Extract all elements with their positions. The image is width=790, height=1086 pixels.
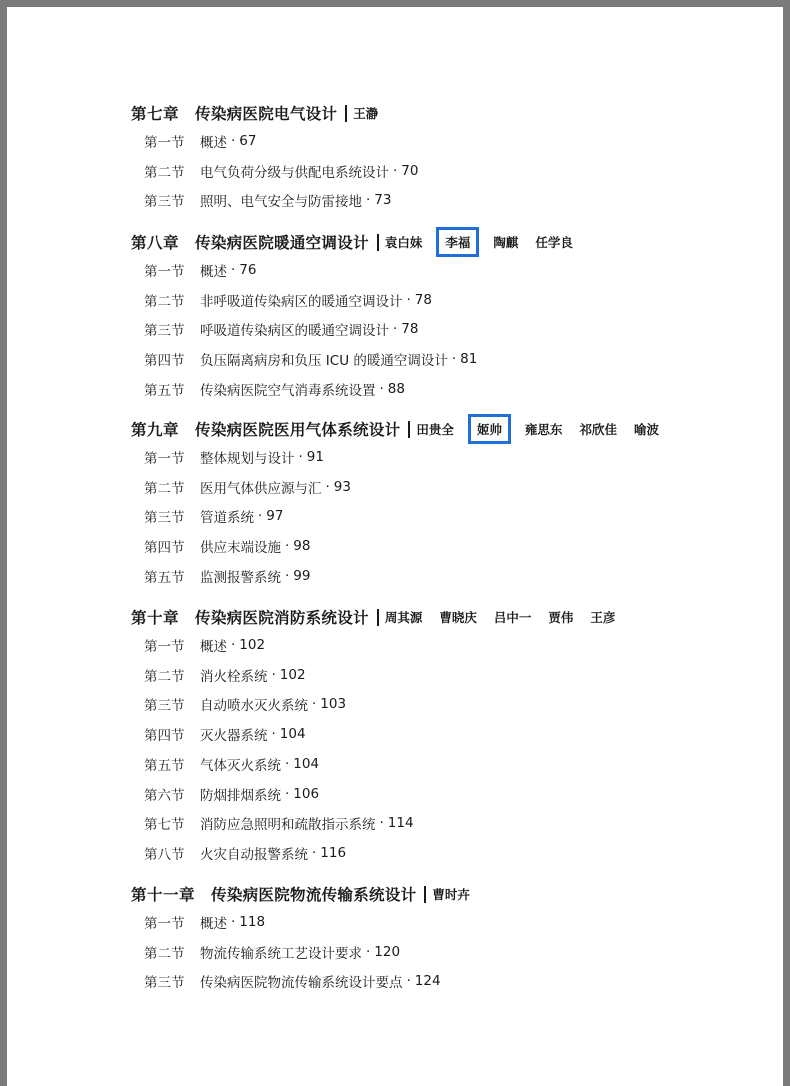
page-separator-dot: · [379, 380, 384, 397]
section-page-number: 102 [239, 637, 266, 653]
section-title: 照明、电气安全与防雷接地 [200, 194, 362, 211]
section-entry [144, 536, 310, 556]
page-separator-dot: · [231, 262, 236, 278]
author-name: 雍思东 [524, 422, 563, 437]
chapter-title: 传染病医院电气设计 [195, 105, 338, 123]
page-separator-dot: · [231, 914, 236, 930]
section-page-number: 97 [266, 508, 284, 525]
section-number: 第六节 [144, 787, 185, 804]
section-number: 第七节 [144, 817, 185, 834]
section-page-number: 78 [414, 291, 432, 308]
author-name: 任学良 [535, 235, 573, 250]
section-number: 第三节 [144, 698, 185, 715]
author-name: 曹时卉 [432, 887, 470, 902]
page-separator-dot: · [312, 844, 317, 861]
section-title: 消防应急照明和疏散指示系统 [200, 817, 376, 834]
section-number: 第三节 [144, 194, 185, 211]
section-number: 第二节 [144, 480, 185, 497]
author-name: 周其源 [384, 610, 423, 625]
section-page-number: 67 [239, 133, 257, 149]
section-title: 概述 [200, 264, 227, 280]
author-separator-bar [345, 105, 347, 122]
section-page-number: 102 [279, 666, 306, 683]
page-separator-dot: · [231, 133, 236, 149]
page-separator-dot: · [325, 478, 330, 495]
section-entry [144, 912, 265, 932]
section-title: 负压隔离病房和负压 ICU 的暖通空调设计 [200, 353, 448, 370]
section-number: 第一节 [144, 639, 185, 655]
page-separator-dot: · [393, 162, 398, 179]
document-page [7, 7, 783, 1086]
section-entry [144, 843, 346, 863]
section-number: 第五节 [144, 382, 185, 399]
author-separator-bar [408, 421, 410, 438]
section-page-number: 91 [306, 449, 324, 465]
section-page-number: 106 [293, 785, 320, 802]
chapter-title: 传染病医院暖通空调设计 [195, 234, 369, 252]
section-page-number: 116 [320, 844, 347, 861]
chapter-title: 传染病医院医用气体系统设计 [195, 421, 401, 439]
section-entry [144, 784, 319, 804]
page-separator-dot: · [406, 291, 411, 308]
section-title: 物流传输系统工艺设计要求 [200, 945, 362, 962]
author-name: 贾伟 [548, 610, 574, 625]
page-separator-dot: · [298, 449, 303, 465]
section-page-number: 104 [293, 755, 320, 772]
author-name: 吕中一 [493, 610, 532, 625]
section-number: 第五节 [144, 757, 185, 774]
section-number: 第三节 [144, 323, 185, 340]
section-page-number: 103 [320, 696, 347, 713]
section-title: 防烟排烟系统 [200, 787, 281, 804]
section-title: 传染病医院空气消毒系统设置 [200, 382, 376, 399]
section-title: 监测报警系统 [200, 569, 281, 586]
section-entry [144, 506, 283, 526]
section-page-number: 118 [239, 914, 266, 930]
chapter-number: 第七章 [131, 105, 180, 123]
page-separator-dot: · [366, 192, 371, 209]
section-page-number: 120 [374, 943, 401, 960]
section-title: 概述 [200, 639, 227, 655]
section-number: 第三节 [144, 975, 185, 992]
section-entry [144, 161, 418, 181]
section-number: 第一节 [144, 264, 185, 280]
section-entry [144, 290, 432, 310]
section-entry [144, 190, 391, 210]
chapter-heading [131, 230, 588, 254]
section-number: 第一节 [144, 135, 185, 151]
section-number: 第一节 [144, 916, 185, 932]
page-separator-dot: · [231, 637, 236, 653]
section-title: 管道系统 [200, 510, 254, 527]
page-separator-dot: · [285, 538, 290, 555]
chapter-number: 第九章 [131, 421, 180, 439]
section-entry [144, 724, 306, 744]
page-separator-dot: · [406, 973, 411, 990]
section-title: 非呼吸道传染病区的暖通空调设计 [200, 293, 403, 310]
section-page-number: 78 [401, 321, 419, 338]
section-number: 第二节 [144, 293, 185, 310]
section-entry [144, 971, 441, 991]
section-title: 气体灭火系统 [200, 757, 281, 774]
chapter-title: 传染病医院消防系统设计 [195, 609, 369, 627]
section-title: 整体规划与设计 [200, 451, 295, 467]
section-page-number: 99 [293, 567, 311, 584]
section-page-number: 73 [374, 192, 392, 209]
section-page-number: 98 [293, 538, 311, 555]
author-name: 陶麒 [493, 235, 519, 250]
section-entry [144, 477, 351, 497]
section-title: 灭火器系统 [200, 728, 268, 745]
author-separator-bar [377, 234, 379, 251]
section-number: 第二节 [144, 945, 185, 962]
section-title: 传染病医院物流传输系统设计要点 [200, 975, 403, 992]
chapter-number: 第十一章 [131, 886, 196, 904]
page-separator-dot: · [366, 943, 371, 960]
section-number: 第八节 [144, 846, 185, 863]
section-title: 呼吸道传染病区的暖通空调设计 [200, 323, 389, 340]
section-number: 第三节 [144, 510, 185, 527]
author-name: 田贵全 [416, 422, 454, 437]
page-separator-dot: · [285, 567, 290, 584]
page-separator-dot: · [271, 726, 276, 743]
chapter-title: 传染病医院物流传输系统设计 [211, 886, 417, 904]
section-number: 第五节 [144, 569, 185, 586]
section-number: 第四节 [144, 353, 185, 370]
section-entry [144, 319, 418, 339]
section-title: 概述 [200, 916, 227, 932]
section-title: 供应末端设施 [200, 540, 281, 557]
section-page-number: 114 [387, 815, 414, 832]
author-name: 曹晓庆 [439, 610, 477, 625]
author-name: 喻波 [633, 422, 659, 437]
section-entry [144, 349, 477, 369]
author-separator-bar [424, 886, 426, 903]
page-separator-dot: · [379, 815, 384, 832]
section-title: 概述 [200, 135, 227, 151]
section-number: 第一节 [144, 451, 185, 467]
section-title: 火灾自动报警系统 [200, 846, 308, 863]
chapter-heading [131, 417, 674, 441]
page-separator-dot: · [285, 755, 290, 772]
section-entry [144, 566, 310, 586]
section-page-number: 76 [239, 262, 257, 278]
chapter-heading [131, 605, 630, 629]
chapter-number: 第八章 [131, 234, 180, 252]
chapter-heading [131, 882, 485, 906]
section-entry [144, 813, 414, 833]
section-entry [144, 665, 306, 685]
section-page-number: 70 [401, 162, 419, 179]
section-page-number: 93 [333, 478, 351, 495]
author-name: 袁白妹 [384, 235, 423, 250]
section-title: 医用气体供应源与汇 [200, 480, 322, 497]
section-page-number: 104 [279, 726, 306, 743]
section-title: 消火栓系统 [200, 668, 268, 685]
page-separator-dot: · [451, 351, 457, 368]
highlighted-author: 姬帅 [473, 419, 506, 439]
page-separator-dot: · [393, 321, 398, 338]
section-title: 电气负荷分级与供配电系统设计 [200, 164, 389, 181]
author-separator-bar [377, 609, 379, 626]
author-name: 王瀞 [353, 106, 379, 121]
section-number: 第二节 [144, 164, 185, 181]
page-separator-dot: · [258, 508, 263, 525]
chapter-number: 第十章 [131, 609, 180, 627]
section-entry [144, 131, 256, 151]
section-entry [144, 379, 405, 399]
page-separator-dot: · [285, 785, 290, 802]
section-page-number: 81 [460, 351, 478, 368]
section-entry [144, 942, 400, 962]
section-title: 自动喷水灭火系统 [200, 698, 308, 715]
page-separator-dot: · [312, 696, 317, 713]
section-number: 第二节 [144, 668, 185, 685]
section-entry [144, 635, 265, 655]
section-entry [144, 447, 324, 467]
author-name: 祁欣佳 [579, 422, 617, 437]
section-number: 第四节 [144, 540, 185, 557]
section-entry [144, 260, 256, 280]
section-entry [144, 694, 346, 714]
section-number: 第四节 [144, 728, 185, 745]
chapter-heading [131, 101, 393, 125]
highlighted-author: 李福 [441, 232, 474, 252]
page-separator-dot: · [271, 666, 276, 683]
author-name: 王彦 [590, 610, 616, 625]
section-entry [144, 754, 319, 774]
section-page-number: 124 [414, 973, 441, 990]
section-page-number: 88 [387, 380, 405, 397]
